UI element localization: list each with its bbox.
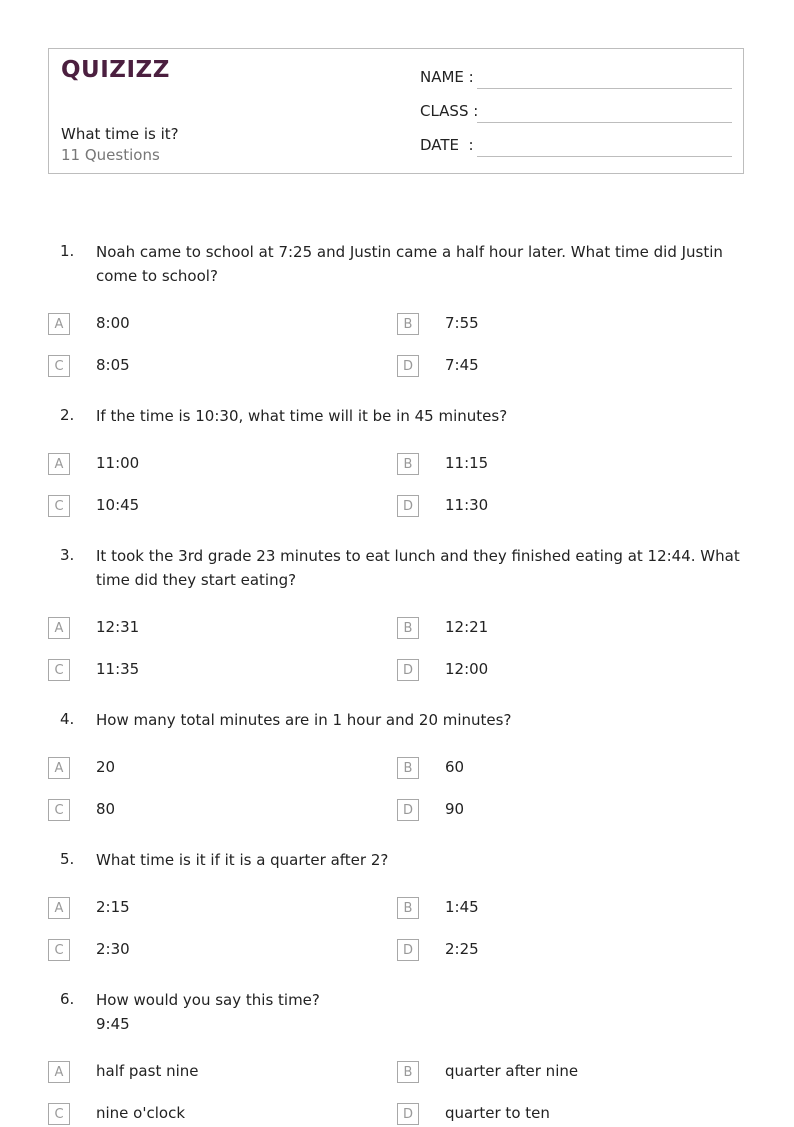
name-label: NAME : bbox=[420, 68, 474, 86]
option-letter-box: C bbox=[48, 1103, 70, 1125]
option-text: 7:55 bbox=[445, 314, 479, 332]
option-letter-box: A bbox=[48, 897, 70, 919]
option-text: 8:00 bbox=[96, 314, 130, 332]
option-letter-box: C bbox=[48, 355, 70, 377]
option-text: 11:00 bbox=[96, 454, 140, 472]
name-line[interactable] bbox=[477, 88, 732, 89]
option-text: 11:35 bbox=[96, 660, 140, 678]
class-label: CLASS : bbox=[420, 102, 479, 120]
worksheet-header bbox=[48, 48, 744, 174]
option-letter-box: C bbox=[48, 495, 70, 517]
option-letter-box: B bbox=[397, 617, 419, 639]
quizizz-logo: QUIZIZZ bbox=[61, 57, 170, 83]
option-text: 60 bbox=[445, 758, 465, 776]
option-text: 11:30 bbox=[445, 496, 489, 514]
option-text: 20 bbox=[96, 758, 116, 776]
option-text: 12:00 bbox=[445, 660, 489, 678]
option-text: 2:15 bbox=[96, 898, 130, 916]
worksheet-title: What time is it? bbox=[61, 125, 179, 143]
question-text: It took the 3rd grade 23 minutes to eat lunch and they finished eating at 12:44. What time did they start eating? bbox=[96, 547, 740, 589]
name-field bbox=[420, 68, 474, 86]
option-text: 12:31 bbox=[96, 618, 140, 636]
option-letter-box: B bbox=[397, 1061, 419, 1083]
option-text: 1:45 bbox=[445, 898, 479, 916]
question-text: What time is it if it is a quarter after 2? bbox=[96, 851, 389, 869]
option-text: quarter to ten bbox=[445, 1104, 550, 1122]
option-letter-box: C bbox=[48, 939, 70, 961]
question-number: 3. bbox=[60, 546, 75, 564]
option-text: 80 bbox=[96, 800, 116, 818]
question-time-value: 9:45 bbox=[96, 1015, 130, 1033]
question-number: 4. bbox=[60, 710, 75, 728]
option-letter-box: A bbox=[48, 757, 70, 779]
date-field bbox=[420, 136, 474, 154]
option-text: 90 bbox=[445, 800, 465, 818]
option-text: 10:45 bbox=[96, 496, 140, 514]
option-letter-box: C bbox=[48, 659, 70, 681]
option-letter-box: B bbox=[397, 897, 419, 919]
option-letter-box: D bbox=[397, 1103, 419, 1125]
option-text: 11:15 bbox=[445, 454, 489, 472]
option-letter-box: A bbox=[48, 453, 70, 475]
question-text: How would you say this time? bbox=[96, 991, 320, 1009]
option-text: 7:45 bbox=[445, 356, 479, 374]
question-text: If the time is 10:30, what time will it be in 45 minutes? bbox=[96, 407, 508, 425]
option-letter-box: D bbox=[397, 355, 419, 377]
option-text: 2:30 bbox=[96, 940, 130, 958]
class-field bbox=[420, 102, 478, 120]
option-letter-box: A bbox=[48, 617, 70, 639]
option-text: 12:21 bbox=[445, 618, 489, 636]
question-number: 1. bbox=[60, 242, 75, 260]
option-text: 2:25 bbox=[445, 940, 479, 958]
option-letter-box: C bbox=[48, 799, 70, 821]
question-number: 6. bbox=[60, 990, 75, 1008]
option-letter-box: A bbox=[48, 1061, 70, 1083]
option-text: half past nine bbox=[96, 1062, 199, 1080]
date-line[interactable] bbox=[477, 156, 732, 157]
option-letter-box: B bbox=[397, 453, 419, 475]
question-text: How many total minutes are in 1 hour and 20 minutes? bbox=[96, 711, 512, 729]
option-text: nine o'clock bbox=[96, 1104, 186, 1122]
option-text: quarter after nine bbox=[445, 1062, 579, 1080]
option-letter-box: B bbox=[397, 757, 419, 779]
option-letter-box: D bbox=[397, 495, 419, 517]
date-label: DATE : bbox=[420, 136, 474, 154]
option-letter-box: B bbox=[397, 313, 419, 335]
question-count: 11 Questions bbox=[61, 146, 160, 164]
question-number: 5. bbox=[60, 850, 75, 868]
option-text: 8:05 bbox=[96, 356, 130, 374]
question-number: 2. bbox=[60, 406, 75, 424]
option-letter-box: D bbox=[397, 799, 419, 821]
option-letter-box: D bbox=[397, 659, 419, 681]
question-text: Noah came to school at 7:25 and Justin came a half hour later. What time did Justin come to school? bbox=[96, 243, 723, 285]
option-letter-box: D bbox=[397, 939, 419, 961]
option-letter-box: A bbox=[48, 313, 70, 335]
class-line[interactable] bbox=[477, 122, 732, 123]
